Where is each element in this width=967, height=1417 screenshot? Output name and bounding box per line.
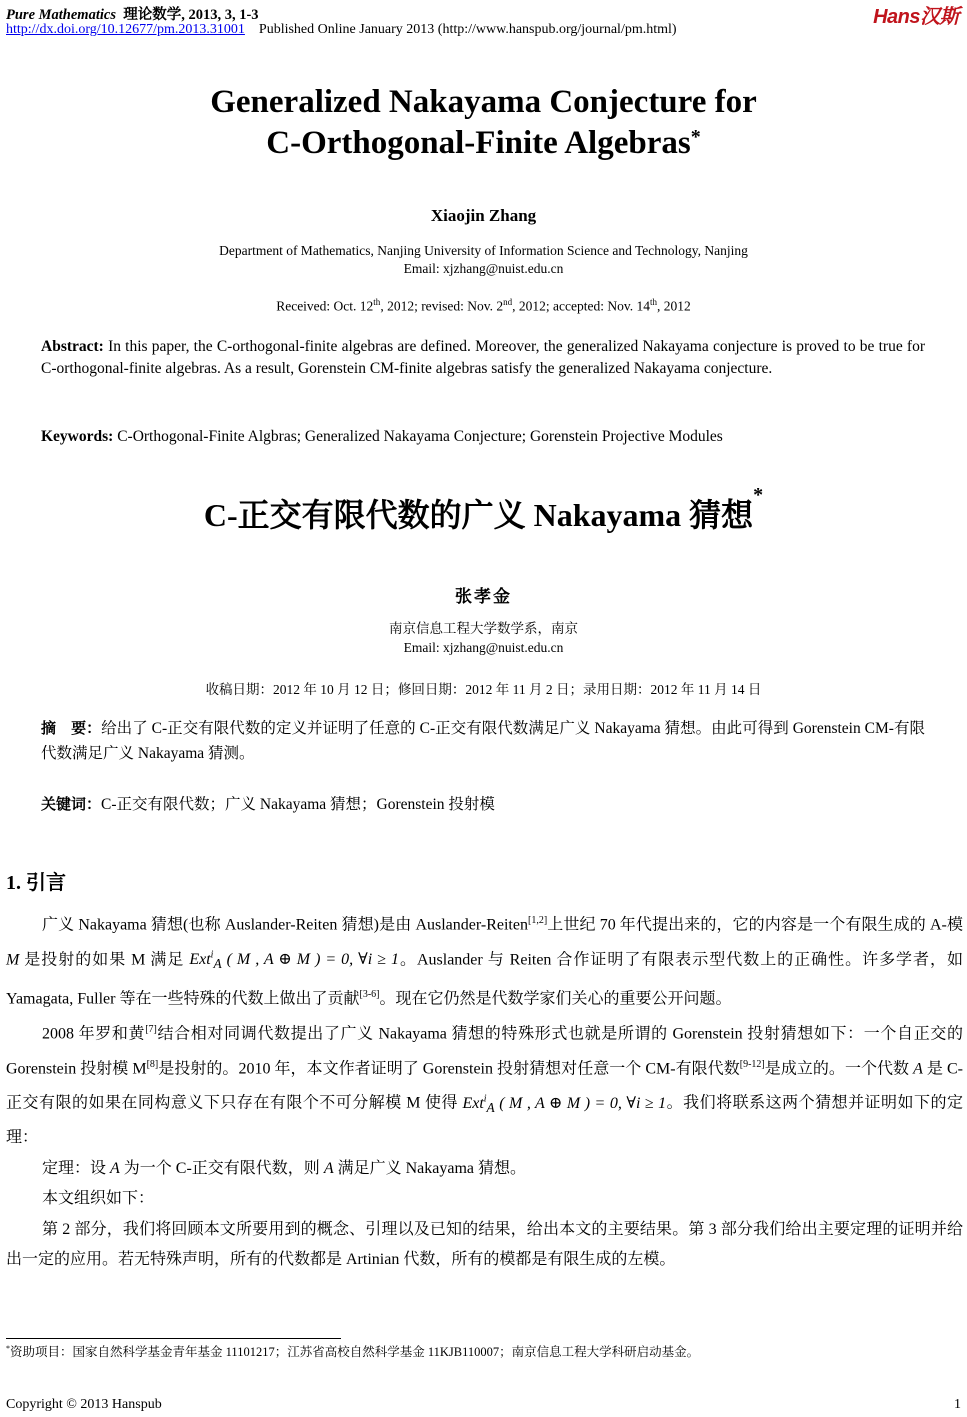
- p1-d: 。Auslander 与 Reiten 合作证明了有限表示型代数上的正确性。许多学者，如 Yamagata, Fuller 等在一些特殊的代数上做出了贡献: [6, 951, 964, 1008]
- received-d: , 2012: [657, 298, 691, 314]
- journal-header: [6, 3, 259, 24]
- title-line-1: Generalized Nakayama Conjecture for: [210, 84, 757, 120]
- doi-link[interactable]: http://dx.doi.org/10.12677/pm.2013.31001: [6, 22, 245, 37]
- journal-issue: 理论数学, 2013, 3, 1-3: [123, 7, 259, 23]
- ext-1: Ext: [189, 951, 211, 969]
- paragraph-5: 第 2 部分，我们将回顾本文所要用到的概念、引理以及已知的结果，给出本文的主要结果。第 3 部分我们给出主要定理的证明并给出一定的应用。若无特殊声明，所有的代数都是 Artinian 代数，所有的模都是有限生成的左模。: [6, 1220, 963, 1269]
- abstract-text: In this paper, the C-orthogonal-finite algebras are defined. Moreover, the generalized Nakayama conjecture is proved to be true for C-orthogonal-finite algebras. As a result, Gorenstein CM-finite algebras satisfy the generalized Nakayama conjecture.: [41, 338, 925, 377]
- chinese-abstract-label: 摘 要：: [41, 719, 102, 737]
- citation-3-6[interactable]: [3-6]: [359, 988, 380, 1000]
- received-b-sup: nd: [503, 297, 513, 307]
- p2-b: 结合相对同调代数提出了广义 Nakayama 猜想的特殊形式也就是所谓的 Gorenstein 投射猜想如下：一个自正交的 Gorenstein 投射模 M: [6, 1025, 963, 1077]
- journal-name: Pure Mathematics: [6, 7, 116, 23]
- chinese-keywords-label: 关键词：: [41, 795, 102, 813]
- received-a-sup: th: [373, 297, 381, 307]
- citation-8[interactable]: [8]: [146, 1058, 159, 1070]
- footnote-mark: *: [6, 1343, 10, 1353]
- ext-formula-2: [462, 1093, 667, 1115]
- p2-a-var: A: [913, 1059, 923, 1077]
- chinese-abstract-text: 给出了 C-正交有限代数的定义并证明了任意的 C-正交有限代数满足广义 Nakayama 猜想。由此可得到 Gorenstein CM-有限代数满足广义 Nakayama 猜测。: [41, 720, 925, 762]
- english-affiliation: Department of Mathematics, Nanjing University of Information Science and Technology, Nanjing: [219, 243, 748, 258]
- p1-c: 是投射的如果 M 满足: [19, 951, 190, 969]
- chinese-email: Email: xjzhang@nuist.edu.cn: [403, 640, 564, 655]
- ext-2: Ext: [462, 1094, 484, 1112]
- chinese-keywords-text: C-正交有限代数；广义 Nakayama 猜想；Gorenstein 投射模: [101, 796, 495, 813]
- p1-m: M: [6, 951, 20, 969]
- p3-a-var-2: A: [323, 1159, 334, 1177]
- chinese-dates: 收稿日期：2012 年 10 月 12 日；修回日期：2012 年 11 月 2 日；录用日期：2012 年 11 月 14 日: [205, 682, 762, 697]
- citation-7[interactable]: [7]: [145, 1023, 157, 1035]
- footer-copyright: Copyright © 2013 Hanspub: [6, 1397, 162, 1412]
- english-keywords: [41, 426, 925, 448]
- chinese-abstract: [41, 716, 925, 766]
- received-b: , 2012; revised: Nov. 2: [380, 298, 504, 314]
- received-c: , 2012; accepted: Nov. 14: [512, 298, 651, 314]
- p2-f: 。我们将联系这两个猜想并证明如下的定理：: [6, 1094, 964, 1147]
- chinese-keywords: [41, 793, 925, 816]
- hans-logo: Hans汉斯: [873, 6, 959, 28]
- p1-a: 广义 Nakayama 猜想(也称 Auslander-Reiten 猜想)是由 Auslander-Reiten: [42, 916, 528, 934]
- p2-e: 是 C-正交有限的如果在同构意义下只存在有限个不可分解模 M 使得: [6, 1059, 963, 1112]
- received-dates: [0, 297, 967, 315]
- ext-formula-1: [189, 949, 399, 972]
- citation-9-12[interactable]: [9-12]: [739, 1058, 765, 1070]
- title-line-2: [0, 123, 967, 164]
- footnote-text: 资助项目：国家自然科学基金青年基金 11101217；江苏省高校自然科学基金 11KJB110007；南京信息工程大学科研启动基金。: [10, 1345, 700, 1359]
- p1-b: 上世纪 70 年代提出来的，它的内容是一个有限生成的 A-模: [547, 916, 963, 934]
- ext-2-rest: ( M , A ⊕ M ) = 0, ∀i ≥ 1: [499, 1094, 667, 1112]
- published-note: Published Online January 2013 (http://www.hanspub.org/journal/pm.html): [258, 22, 677, 37]
- section-1-body: [6, 906, 963, 1276]
- p1-e: 。现在它仍然是代数学家们关心的重要公开问题。: [379, 990, 732, 1008]
- english-abstract: [41, 336, 925, 380]
- p3-c: 满足广义 Nakayama 猜想。: [333, 1159, 527, 1177]
- chinese-affiliation: 南京信息工程大学数学系，南京: [389, 621, 578, 636]
- abstract-label: Abstract:: [41, 338, 104, 355]
- paragraph-1: [6, 906, 963, 1015]
- chinese-author: 张孝金: [455, 587, 512, 606]
- page-number: 1: [954, 1397, 961, 1412]
- english-email: Email: xjzhang@nuist.edu.cn: [403, 261, 564, 276]
- p3-a: 定理：设: [42, 1159, 111, 1177]
- doi-line: [6, 22, 677, 38]
- chinese-title-text: C-正交有限代数的广义 Nakayama 猜想: [203, 497, 754, 533]
- paragraph-3-theorem: [6, 1154, 963, 1185]
- english-title: [0, 82, 967, 164]
- chinese-title: [0, 484, 967, 536]
- chinese-title-footnote-mark: *: [753, 484, 764, 506]
- p3-a-var-1: A: [110, 1159, 120, 1177]
- received-a: Received: Oct. 12: [276, 298, 374, 314]
- section-1-heading: 1. 引言: [6, 872, 66, 894]
- received-c-sup: th: [650, 297, 658, 307]
- ext-1-rest: ( M , A ⊕ M ) = 0, ∀i ≥ 1: [226, 951, 399, 969]
- p2-d: 是成立的。一个代数: [764, 1059, 914, 1077]
- paragraph-4: 本文组织如下：: [42, 1190, 155, 1208]
- title-line-2-text: C-Orthogonal-Finite Algebras: [266, 125, 691, 161]
- ext-2-sub: A: [486, 1099, 495, 1115]
- title-footnote-mark: *: [690, 126, 701, 148]
- footnote-divider: [6, 1338, 341, 1339]
- citation-1-2[interactable]: [1,2]: [527, 915, 548, 926]
- keywords-text: C-Orthogonal-Finite Algbras; Generalized Nakayama Conjecture; Gorenstein Projective Modules: [117, 428, 723, 445]
- ext-2-sup: i: [483, 1093, 487, 1105]
- ext-1-sub: A: [213, 956, 222, 972]
- keywords-label: Keywords:: [41, 428, 114, 445]
- english-author: Xiaojin Zhang: [430, 206, 537, 225]
- footnote: [6, 1342, 699, 1360]
- paragraph-2: [6, 1015, 963, 1154]
- p3-b: 为一个 C-正交有限代数，则: [119, 1159, 324, 1177]
- ext-1-sup: i: [210, 949, 214, 961]
- p2-a: 2008 年罗和黄: [42, 1025, 146, 1042]
- p2-c: 是投射的。2010 年，本文作者证明了 Gorenstein 投射猜想对任意一个 CM-有限代数: [158, 1059, 740, 1077]
